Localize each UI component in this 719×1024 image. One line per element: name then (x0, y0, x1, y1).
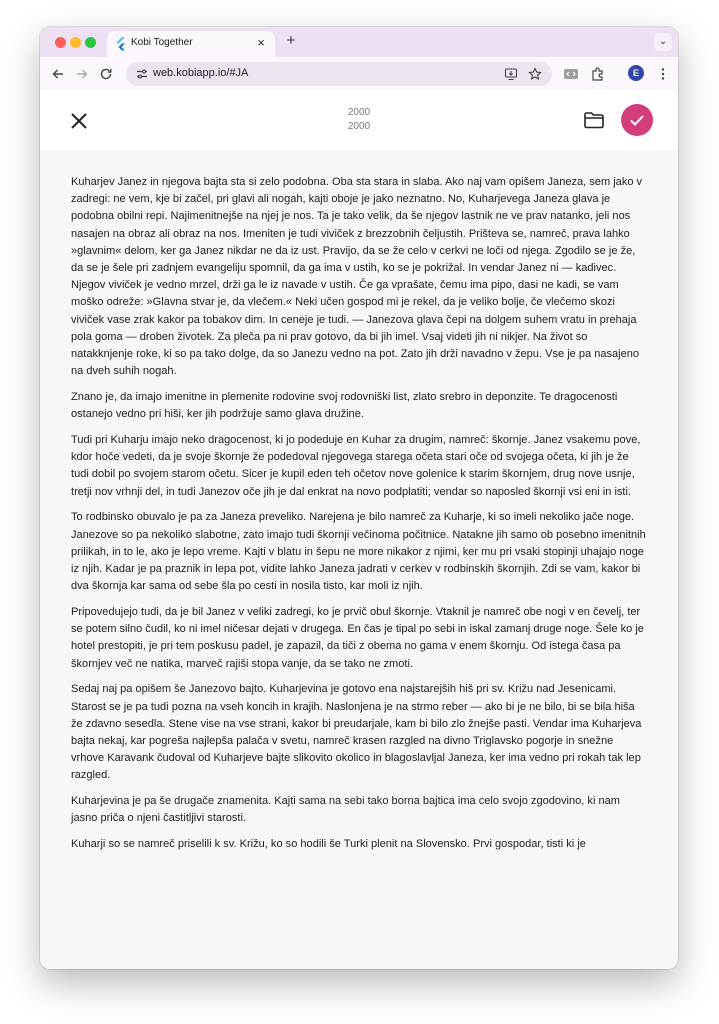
site-settings-icon[interactable] (136, 68, 148, 80)
check-icon (628, 111, 646, 129)
window-zoom-button[interactable] (85, 37, 96, 48)
tab-close-icon[interactable]: × (257, 35, 265, 50)
story-paragraph: Znano je, da imajo imenitne in plemenite rodovine svoj rodovniški list, zlato srebro in deponzite. Te dragocenosti ostanejo vedno pri hiši, ker jih podržuje samo glava družine. (71, 391, 618, 421)
story-text (71, 174, 649, 862)
tab-kobi-together[interactable] (107, 31, 275, 57)
folder-icon[interactable] (583, 109, 605, 131)
story-paragraph: Kuharji so se namreč priselili k sv. Križu, ko so hodili še Turki plenit na Slovensko. Prvi gospodar, tisti ki je (71, 838, 586, 851)
story-paragraph: Pripovedujejo tudi, da je bil Janez v veliki zadregi, ko je prvič obul škornje. Vtaknil je namreč obe nogi v en čevelj, ter se potem silno čudil, ko ni imel ničesar dejati v drugega. En čas je tipal po sebi in iskal zamanj druge noge. Šele ko je hotel prestopiti, je pri tem poskusu padel, je zapazil, da tiči z obema no gama v enem škornju. Od istega časa pa škornjev več ne natika, marveč rajiši stopa vanje, da se tako ne zmoti. (71, 606, 644, 670)
window-close-button[interactable] (55, 37, 66, 48)
bookmark-star-icon[interactable] (528, 67, 542, 81)
tab-search-chevron-icon[interactable]: ⌄ (654, 33, 672, 51)
address-bar[interactable] (126, 62, 552, 86)
profile-avatar[interactable]: E (628, 65, 644, 81)
browser-menu-icon[interactable] (655, 66, 671, 82)
flutter-icon (115, 37, 127, 51)
app-page (40, 90, 678, 969)
url-text[interactable]: web.kobiapp.io/#JA (153, 67, 249, 79)
forward-arrow-icon[interactable] (74, 66, 90, 82)
story-paragraph: Kuharjev Janez in njegova bajta sta si zelo podobna. Oba sta stara in slaba. Ako naj vam opišem Janeza, sem jako v zadregi: ne vem, kje bi začel, pri glavi ali nogah, kajti oboje je jako neznatno. No, Kuharjevega Janeza glava je podobna obilni repi. Najimenitnejše na njej je nos. Ta je tako velik, da še njegov lastnik ne ve prav natanko, jeli nos nasajen na obraz ali obraz na nos. Imeniten je tudi viviček z brezzobnih čeljustih. Prišteva se, namreč, prava lahko »glavnim« delom, ker ga Janez nikdar ne da iz ust. Pravijo, da se že celo v cerkvi ne loči od njega. Zgodilo se je že, da se je šele pri zadnjem evangeliju spomnil, da ga ima v ustih, ko se je pokrižal. In vendar Janez ni — kadivec. Njegov viviček je vedno mrzel, drži ga le iz navade v ustih. Če ga vprašate, čemu ima pipo, dasi ne kadi, se vam moško odreže: »Glavna stvar je, da vlečem.« Neki učen gospod mi je rekel, da je veliko bolje, če vlečemo skozi viviček vase zrak kakor pa tobakov dim. In ceneje je tudi. — Janezova glava čepi na dolgem suhem vratu in prehaja pola goma — droben životek. Za pleča pa ni prav gotovo, da bi jih imel. Vsaj videti jih ni nikjer. Na život so natakknjenje roke, ki so pa tako dolge, da so Janezu vedno na pot. Zato jih drži navadno v žepu. Vse je pa nasajeno na dveh suhih nogah. (71, 176, 643, 378)
story-paragraph: Sedaj naj pa opišem še Janezovo bajto. Kuharjevina je gotovo ena najstarejših hiš pri sv. Križu nad Jesenicami. Starost se je pa tudi pozna na vseh koncih in krajih. Naslonjena je na strmo reber — ako bi je ne bilo, bi se bila hiša že zdavno sesedla. Stene vise na vse strani, kakor bi preudarjale, kam bi bilo zlo žnejše pasti. Vendar ima Kuharjeva bajta nekaj, kar pogreša najlepša palača v svetu, namreč krasen razgled na divno Triglavsko pogorje in snežne vrhove Karavank čudoval od Kuharjeve bajte slikovito okolico in blagoslavljal Janeza, ker ima vedno pri rokah tak lep razgled. (71, 683, 642, 782)
app-header (40, 90, 678, 150)
tab-strip (40, 27, 678, 57)
back-arrow-icon[interactable] (50, 66, 66, 82)
year-start: 2000 (347, 107, 371, 118)
window-minimize-button[interactable] (70, 37, 81, 48)
tab-title: Kobi Together (131, 37, 193, 48)
devtools-extension-icon[interactable] (563, 66, 579, 82)
browser-toolbar (40, 57, 678, 90)
install-app-icon[interactable] (504, 67, 518, 81)
story-paragraph: Kuharjevina je pa še drugače znamenita. Kajti sama na sebi tako borna bajtica ima celo svojo zgodovino, ki nam jasno priča o njeni častitljivi starosti. (71, 795, 620, 825)
reload-icon[interactable] (98, 66, 114, 82)
story-paragraph: Tudi pri Kuharju imajo neko dragocenost, ki jo podeduje en Kuhar za drugim, namreč: škornje. Janez vsakemu pove, kdor hoče vedeti, da je svoje škornje že podedoval njegovega starega očeta stari oče od svojega očeta, ki jih je že tudi dobil po svojem starom očetu. Sicer je kupil eden teh očetov nove golenice k starim škornjem, drug nove usnje, tretji nov vrhnji del, in tudi Janezov oče jih je dal enkrat na novo podplatiti; vendar so naposled škornji vsi eni in isti. (71, 434, 641, 498)
confirm-button[interactable] (621, 104, 653, 136)
story-paragraph: To rodbinsko obuvalo je pa za Janeza preveliko. Narejena je bilo namreč za Kuharje, ki so imeli nekoliko jače noge. Janezove so pa nekoliko slabotne, zato imajo tudi škornji večinoma počitnice. Natakne jih samo ob posebno imenitnih prilikah, in to le, ako je lepo vreme. Kajti v blatu in šepu ne more nikakor z njimi, ker mu pri vsaki stopinji uhajajo noge iz njih. Kadar je pa praznik in lepa pot, vidite lahko Janeza jadrati v cerkev v rodbinskih škornjih. Zdi se vam, kakor bi dva škornja kar sama od sebe šla po cesti in nosila tisto, kar moli iz njih. (71, 511, 646, 593)
new-tab-icon[interactable]: + (286, 32, 296, 49)
year-end: 2000 (347, 121, 371, 132)
browser-window (40, 27, 678, 969)
extensions-puzzle-icon[interactable] (590, 66, 606, 82)
